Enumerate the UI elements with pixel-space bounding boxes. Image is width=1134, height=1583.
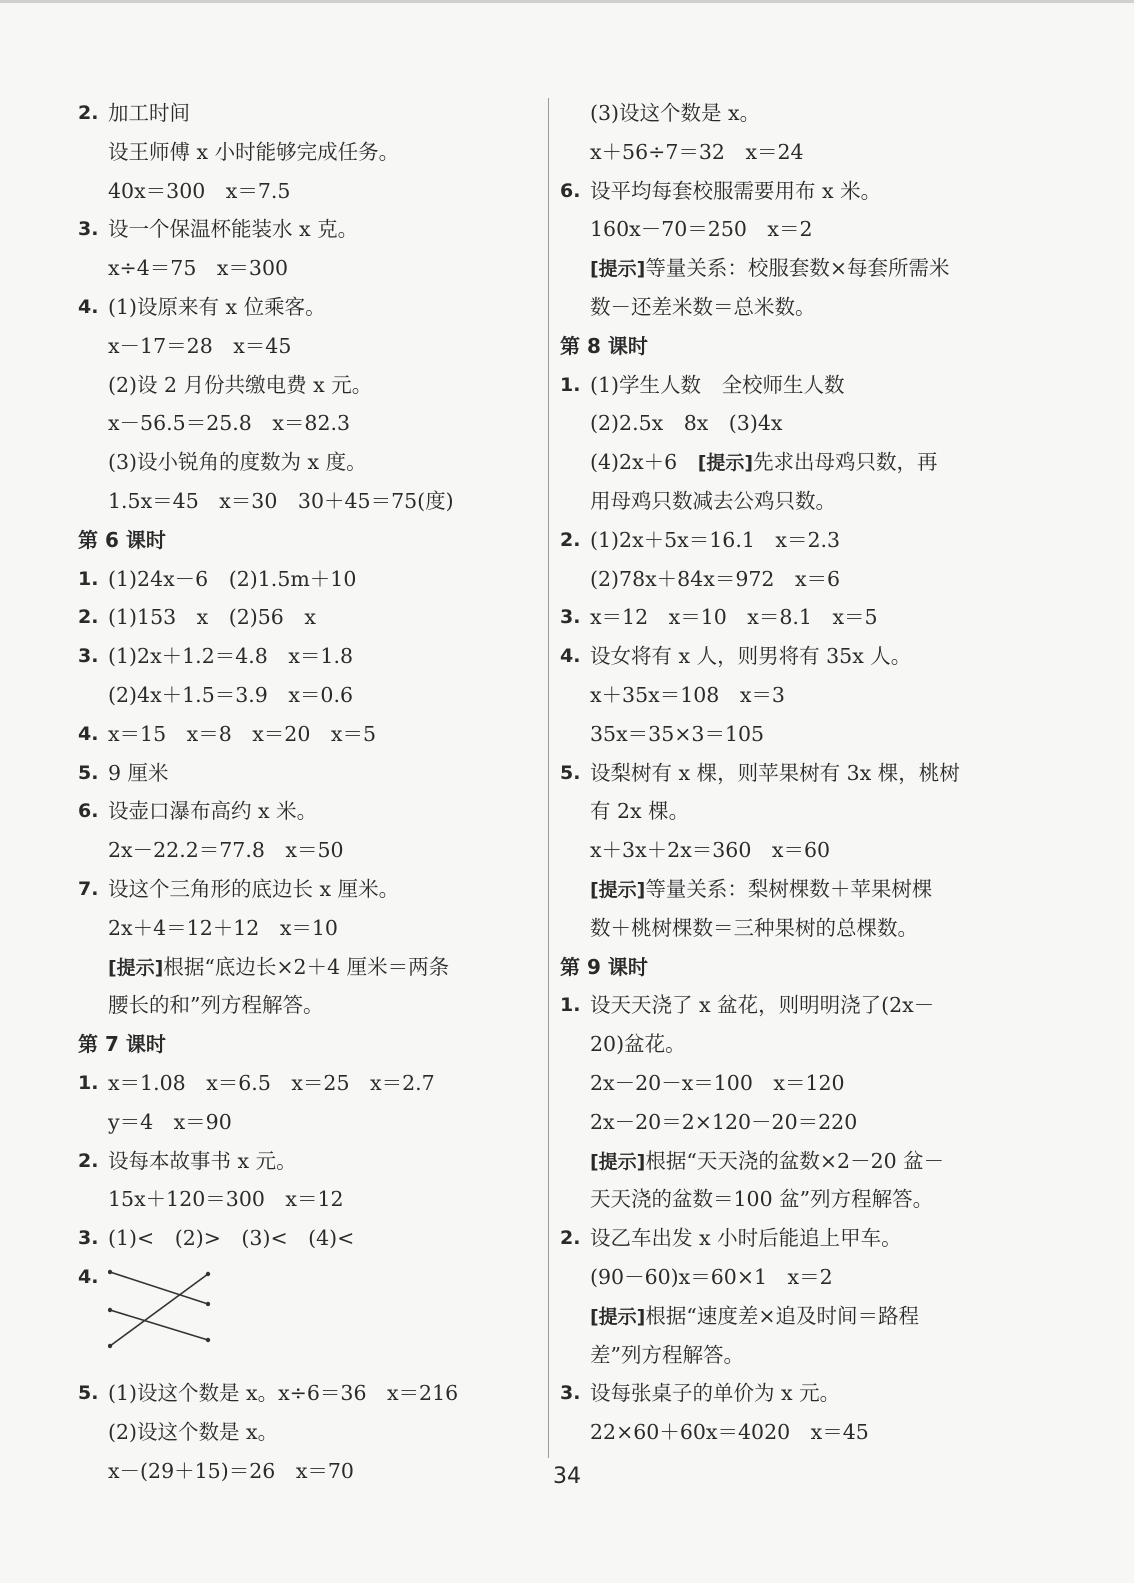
answer-text: (90－60)x＝60×1 x＝2 xyxy=(590,1264,833,1289)
item-line xyxy=(560,637,1030,676)
point xyxy=(206,1302,210,1306)
answer-text: 设壶口瀑布高约 x 米。 xyxy=(108,799,318,824)
item-number: 2. xyxy=(78,606,99,629)
item-line xyxy=(78,1064,538,1103)
answer-text: (2)2.5x 8x (3)4x xyxy=(590,411,783,436)
hint-line xyxy=(560,249,1030,288)
item-line xyxy=(560,521,1030,560)
lesson-heading: 第 8 课时 xyxy=(560,333,648,358)
answer-text: 设梨树有 x 棵，则苹果树有 3x 棵，桃树 xyxy=(590,760,960,785)
answer-text: 设每本故事书 x 元。 xyxy=(108,1148,297,1173)
hint-text: 先求出母鸡只数，再 xyxy=(753,450,938,475)
item-number: 4. xyxy=(78,295,99,318)
answer-text: (4)2x＋6 xyxy=(590,450,698,475)
hint-label: [提示] xyxy=(590,1150,646,1173)
answer-text: 数－还差米数＝总米数。 xyxy=(590,294,816,319)
answer-text: (1)24x－6 (2)1.5m＋10 xyxy=(108,566,357,591)
answer-text: 2x＋4＝12＋12 x＝10 xyxy=(108,915,338,940)
item-number: 3. xyxy=(560,606,581,629)
answer-text: 2x－22.2＝77.8 x＝50 xyxy=(108,838,344,863)
point xyxy=(108,1308,112,1312)
item-line xyxy=(560,1374,1030,1413)
item-number: 2. xyxy=(560,528,581,551)
item-number: 1. xyxy=(78,567,99,590)
answer-text: (1)2x＋5x＝16.1 x＝2.3 xyxy=(590,527,841,552)
right-column xyxy=(560,94,1030,1452)
item-line xyxy=(78,210,538,249)
answer-text: x＝12 x＝10 x＝8.1 x＝5 xyxy=(590,605,878,630)
hint-label: [提示] xyxy=(590,878,646,901)
hint-line xyxy=(560,1142,1030,1181)
item-line xyxy=(560,598,1030,637)
answer-text: 1.5x＝45 x＝30 30＋45＝75(度) xyxy=(108,488,454,513)
item-number: 7. xyxy=(78,877,99,900)
answer-text: (1)2x＋1.2＝4.8 x＝1.8 xyxy=(108,644,354,669)
answer-text: x÷4＝75 x＝300 xyxy=(108,256,289,281)
item-line xyxy=(78,560,538,599)
item-line xyxy=(78,715,538,754)
answer-text: 设乙车出发 x 小时后能追上甲车。 xyxy=(590,1226,902,1251)
answer-text: 用母鸡只数减去公鸡只数。 xyxy=(590,488,836,513)
item-number: 6. xyxy=(78,800,99,823)
answer-text: 设天天浇了 x 盆花，则明明浇了(2x－ xyxy=(590,993,935,1018)
point xyxy=(206,1272,210,1276)
item-line xyxy=(78,94,538,133)
item-number: 4. xyxy=(560,645,581,668)
column-divider xyxy=(548,98,549,1458)
item-number: 3. xyxy=(78,1227,99,1250)
answer-text: (1)< (2)> (3)< (4)< xyxy=(108,1226,355,1251)
item-line xyxy=(78,598,538,637)
hint-label: [提示] xyxy=(108,956,164,979)
answer-text: 设女将有 x 人，则男将有 35x 人。 xyxy=(590,644,912,669)
item-line xyxy=(78,637,538,676)
line-segment xyxy=(110,1272,208,1304)
answer-text: (2)4x＋1.5＝3.9 x＝0.6 xyxy=(108,682,354,707)
answer-text: (3)设小锐角的度数为 x 度。 xyxy=(108,450,367,475)
hint-label: [提示] xyxy=(590,1305,646,1328)
page-number: 34 xyxy=(553,1464,581,1489)
answer-text: x－56.5＝25.8 x＝82.3 xyxy=(108,411,351,436)
answer-text: 设每张桌子的单价为 x 元。 xyxy=(590,1381,841,1406)
item-number: 2. xyxy=(78,102,99,124)
answer-text: 有 2x 棵。 xyxy=(590,799,690,824)
item-number: 4. xyxy=(78,1265,99,1288)
point xyxy=(108,1344,112,1348)
answer-text: 40x＝300 x＝7.5 xyxy=(108,178,291,203)
item-line xyxy=(560,986,1030,1025)
answer-text: (1)153 x (2)56 x xyxy=(108,605,316,630)
answer-text: x＝1.08 x＝6.5 x＝25 x＝2.7 xyxy=(108,1070,435,1095)
scan-edge xyxy=(0,0,1134,3)
answer-text: 160x－70＝250 x＝2 xyxy=(590,217,813,242)
lesson-heading: 第 6 课时 xyxy=(78,527,166,552)
answer-text: (2)设这个数是 x。 xyxy=(108,1419,279,1444)
answer-text: (2)78x＋84x＝972 x＝6 xyxy=(590,566,841,591)
item-number: 3. xyxy=(560,1382,581,1405)
hint-label: [提示] xyxy=(590,258,646,281)
hint-line xyxy=(560,870,1030,909)
answer-text: 2x－20－x＝100 x＝120 xyxy=(590,1070,845,1095)
item-line xyxy=(78,288,538,327)
item-line xyxy=(78,1258,538,1374)
item-line xyxy=(78,1374,538,1413)
item-line xyxy=(78,870,538,909)
answer-text: (1)设原来有 x 位乘客。 xyxy=(108,294,326,319)
hint-text: 根据“底边长×2＋4 厘米＝两条 xyxy=(163,954,450,979)
item-number: 3. xyxy=(78,645,99,668)
item-number: 3. xyxy=(78,218,99,241)
item-line xyxy=(78,1219,538,1258)
answer-text: 差”列方程解答。 xyxy=(590,1342,744,1367)
answer-text: 数＋桃树棵数＝三种果树的总棵数。 xyxy=(590,915,918,940)
answer-text: 腰长的和”列方程解答。 xyxy=(108,993,324,1018)
item-line xyxy=(560,1219,1030,1258)
answer-text: 22×60＋60x＝4020 x＝45 xyxy=(590,1420,869,1445)
hint-text: 等量关系：梨树棵数＋苹果树棵 xyxy=(645,876,933,901)
answer-text: 20)盆花。 xyxy=(590,1032,686,1057)
item-number: 2. xyxy=(560,1227,581,1250)
point xyxy=(108,1270,112,1274)
answer-text: x＝15 x＝8 x＝20 x＝5 xyxy=(108,721,377,746)
hint-text: 根据“速度差×追及时间＝路程 xyxy=(645,1303,920,1328)
answer-text: 设平均每套校服需要用布 x 米。 xyxy=(590,178,882,203)
answer-text: (3)设这个数是 x。 xyxy=(590,101,761,125)
lesson-heading: 第 7 课时 xyxy=(78,1032,166,1057)
left-column xyxy=(78,94,538,1490)
lesson-heading: 第 9 课时 xyxy=(560,954,648,979)
answer-text: 加工时间 xyxy=(108,101,190,125)
answer-text: y＝4 x＝90 xyxy=(108,1109,232,1134)
item-line xyxy=(78,1142,538,1181)
answer-text: x＋3x＋2x＝360 x＝60 xyxy=(590,838,831,863)
item-number: 1. xyxy=(560,994,581,1017)
answer-text: 设王师傅 x 小时能够完成任务。 xyxy=(108,139,400,164)
hint-text: 根据“天天浇的盆数×2－20 盆－ xyxy=(645,1148,945,1173)
item-line xyxy=(78,754,538,793)
answer-text: x－17＝28 x＝45 xyxy=(108,333,292,358)
answer-text: 35x＝35×3＝105 xyxy=(590,721,765,746)
answer-text: 设这个三角形的底边长 x 厘米。 xyxy=(108,876,400,901)
item-line xyxy=(560,754,1030,793)
hint-label: [提示] xyxy=(697,452,754,475)
item-number: 5. xyxy=(78,1381,99,1404)
hint-text: 等量关系：校服套数×每套所需米 xyxy=(645,256,950,281)
answer-text: x＋35x＝108 x＝3 xyxy=(590,682,785,707)
item-number: 4. xyxy=(78,722,99,745)
answer-text: (1)学生人数 全校师生人数 xyxy=(590,372,845,397)
answer-text: (2)设 2 月份共缴电费 x 元。 xyxy=(108,372,373,397)
hint-line xyxy=(560,443,1030,482)
item-number: 5. xyxy=(560,761,581,784)
hint-line xyxy=(78,948,538,987)
answer-text: 2x－20＝2×120－20＝220 xyxy=(590,1109,858,1134)
answer-text: 9 厘米 xyxy=(108,760,169,785)
answer-text: x＋56÷7＝32 x＝24 xyxy=(590,139,804,164)
item-line xyxy=(560,172,1030,211)
item-number: 5. xyxy=(78,761,99,784)
answer-text: 设一个保温杯能装水 x 克。 xyxy=(108,217,359,242)
item-number: 2. xyxy=(78,1149,99,1172)
answer-text: (1)设这个数是 x。x÷6＝36 x＝216 xyxy=(108,1380,459,1405)
item-number: 1. xyxy=(78,1071,99,1094)
item-line xyxy=(78,792,538,831)
item-number: 1. xyxy=(560,373,581,396)
item-number: 6. xyxy=(560,179,581,202)
point xyxy=(206,1338,210,1342)
answer-text: x－(29＋15)＝26 x＝70 xyxy=(108,1458,354,1483)
answer-text: 15x＋120＝300 x＝12 xyxy=(108,1187,344,1212)
answer-text: 天天浇的盆数＝100 盆”列方程解答。 xyxy=(590,1187,934,1212)
item-line xyxy=(560,366,1030,405)
hint-line xyxy=(560,1297,1030,1336)
crossing-lines-diagram xyxy=(108,1262,218,1362)
